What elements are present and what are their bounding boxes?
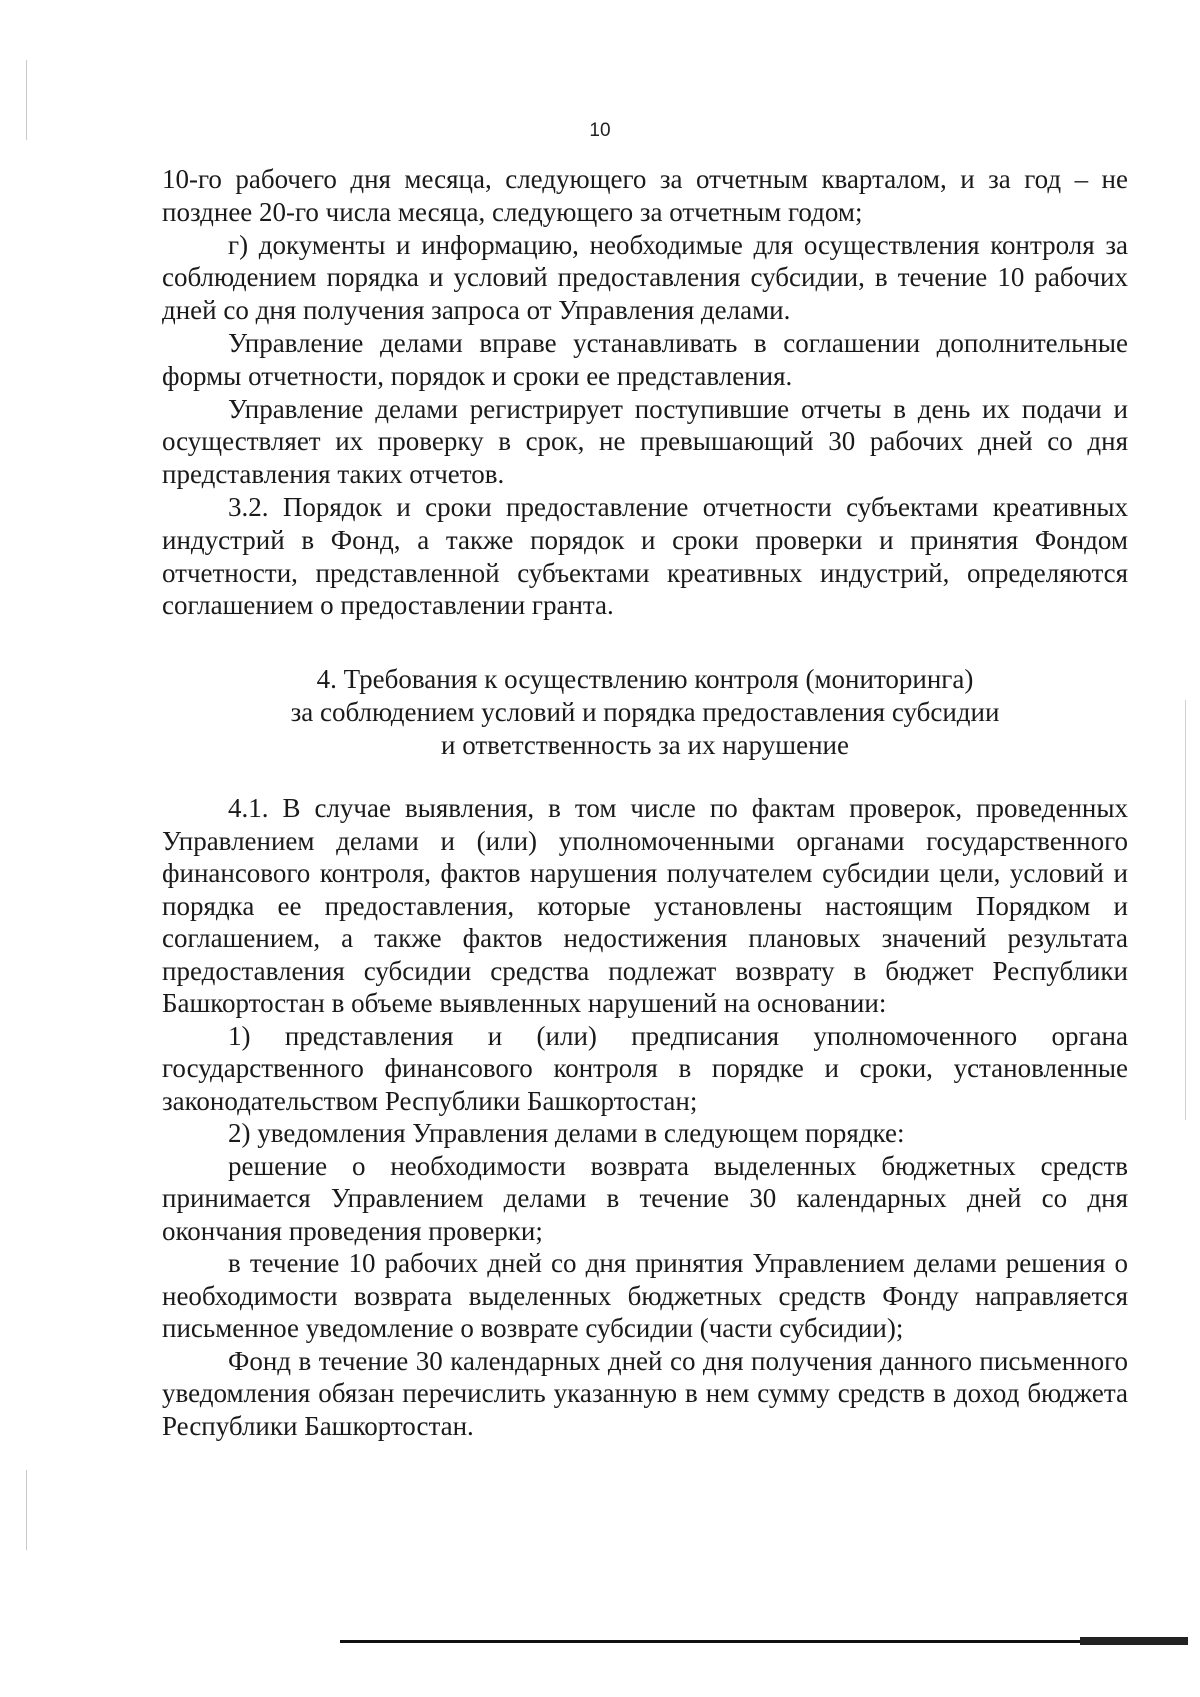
scan-edge-left	[26, 1470, 27, 1550]
bottom-scan-line	[340, 1640, 1188, 1643]
paragraph-fund-transfer: Фонд в течение 30 календарных дней со дня получения данного письменного уведомления обязан перечислить указанную в нем сумму средств в доход бюджета Республики Башкортостан.	[162, 1345, 1128, 1441]
paragraph-4-1: 4.1. В случае выявления, в том числе по фактам проверок, проведенных Управлением делами и (или) уполномоченными органами государственного финансового контроля, фактов нарушения получателем субсидии цели, условий и порядка ее предоставления, которые установлены настоящим Порядком и соглашением, а также фактов недостижения плановых значений результата предоставления субсидии средства подлежат возврату в бюджет Республики Башкортостан в объеме выявленных нарушений на основании:	[162, 793, 1128, 1018]
paragraph-3-2: 3.2. Порядок и сроки предоставление отчетности субъектами креативных индустрий в Фонд, а также порядок и сроки проверки и принятия Фондом отчетности, представленной субъектами креативных индустрий, определяются соглашением о предоставлении гранта.	[162, 491, 1128, 621]
heading-line: за соблюдением условий и порядка предоставления субсидии	[290, 697, 1000, 727]
paragraph-item-1: 1) представления и (или) предписания уполномоченного органа государственного финансового контроля в порядке и сроки, установленные законодательством Республики Башкортостан;	[162, 1020, 1128, 1116]
paragraph-registration: Управление делами регистрирует поступившие отчеты в день их подачи и осуществляет их проверку в срок, не превышающий 30 рабочих дней со дня представления таких отчетов.	[162, 393, 1128, 490]
section-4-heading	[162, 663, 1128, 762]
paragraph-documents-g: г) документы и информацию, необходимые для осуществления контроля за соблюдением порядка и условий предоставления субсидии, в течение 10 рабочих дней со дня получения запроса от Управления делами.	[162, 229, 1128, 326]
heading-line: и ответственность за их нарушение	[441, 730, 849, 760]
section-3-body	[162, 163, 1128, 622]
section-4-body	[162, 792, 1128, 1442]
page-number: 10	[589, 120, 611, 141]
paragraph-decision: решение о необходимости возврата выделенных бюджетных средств принимается Управлением делами в течение 30 календарных дней со дня окончания проведения проверки;	[162, 1150, 1128, 1246]
paragraph-notification: в течение 10 рабочих дней со дня принятия Управлением делами решения о необходимости возврата выделенных бюджетных средств Фонду направляется письменное уведомление о возврате субсидии (части субсидии);	[162, 1248, 1128, 1343]
paragraph-additional-forms: Управление делами вправе устанавливать в соглашении дополнительные формы отчетности, порядок и сроки ее представления.	[162, 327, 1128, 391]
heading-line: 4. Требования к осуществлению контроля (мониторинга)	[316, 664, 974, 694]
paragraph-item-2: 2) уведомления Управления делами в следующем порядке:	[228, 1118, 905, 1148]
bottom-scan-line-end	[1080, 1637, 1188, 1645]
scan-edge-right	[1185, 700, 1186, 1120]
paragraph-reporting-deadline: 10-го рабочего дня месяца, следующего за отчетным кварталом, и за год – не позднее 20-го числа месяца, следующего за отчетным годом;	[162, 164, 1128, 227]
